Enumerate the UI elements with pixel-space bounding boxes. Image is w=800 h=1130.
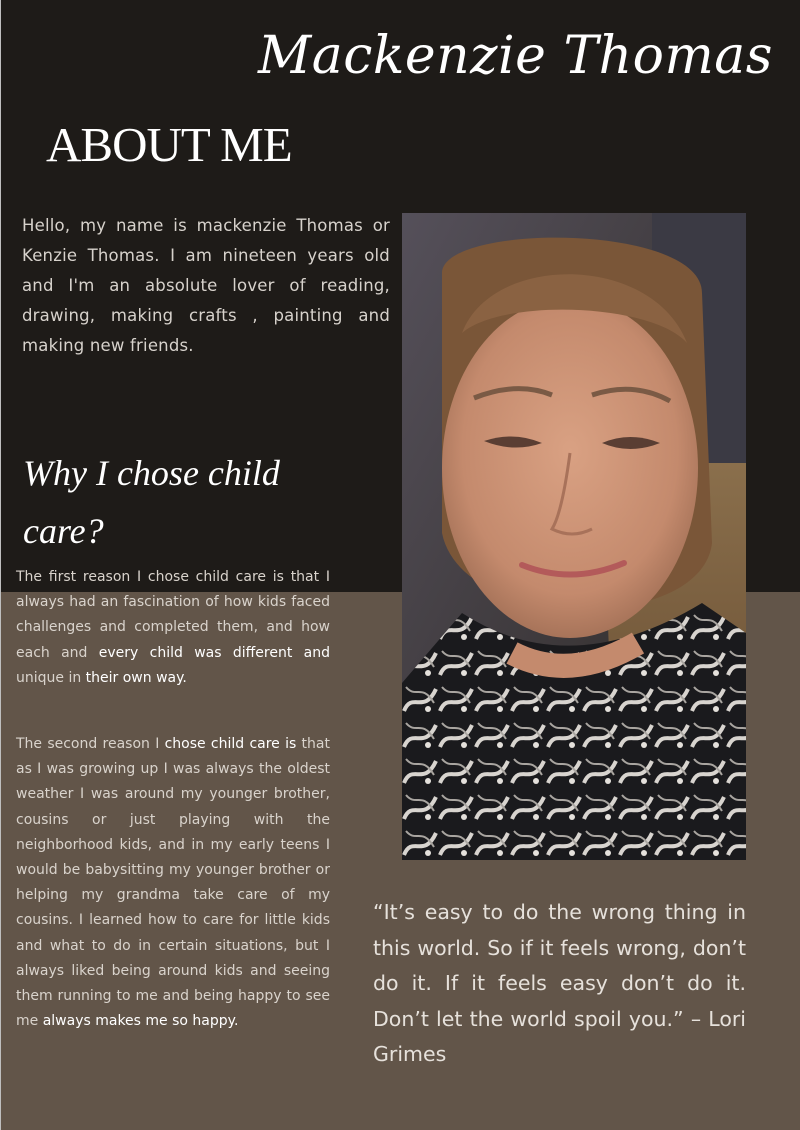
reason-2-highlight-end: always makes me so happy. [42,1013,239,1030]
reason-paragraph-1 [16,565,330,691]
why-heading: Why I chose child care? [23,453,280,551]
portrait-illustration [402,213,746,860]
reason-paragraph-2 [16,732,330,1034]
reason-1-highlight-end: their own way. [85,669,187,686]
reason-1-highlight: every child was different and [98,644,330,661]
page-edge [0,0,1,1130]
quote-text: “It’s easy to do the wrong thing in this world. So if it feels wrong, don’t do it. If it feels easy don’t do it. Don’t let the world spoil you.” – Lori Grimes [373,900,746,1066]
reason-2-highlight: chose child care is [164,736,297,752]
section-title: ABOUT ME [46,117,292,172]
reason-2-text: The second reason I [16,736,165,752]
profile-photo [402,213,746,860]
intro-paragraph: Hello, my name is mackenzie Thomas or Kenzie Thomas. I am nineteen years old and I'm an absolute lover of reading, drawing, making crafts , painting and making new friends. [22,216,390,355]
reason-1-text-cont: unique in [16,669,86,686]
reason-2-text-cont: that as I was growing up I was always the oldest weather I was around my younger brother, cousins or just playing with the neighborhood kids, and in my early teens I would be babysitting my younger brother or helping my grandma take care of my cousins. I learned how to care for little kids and what to do in certain situations, but I always liked being around kids and seeing them running to me and being happy to see me [16,736,330,1030]
author-name: Mackenzie Thomas [258,26,773,86]
reason-1-text: The first reason I chose child care is that I always had an fascination of how kids faced challenges and completed them, and how each and [16,569,330,661]
